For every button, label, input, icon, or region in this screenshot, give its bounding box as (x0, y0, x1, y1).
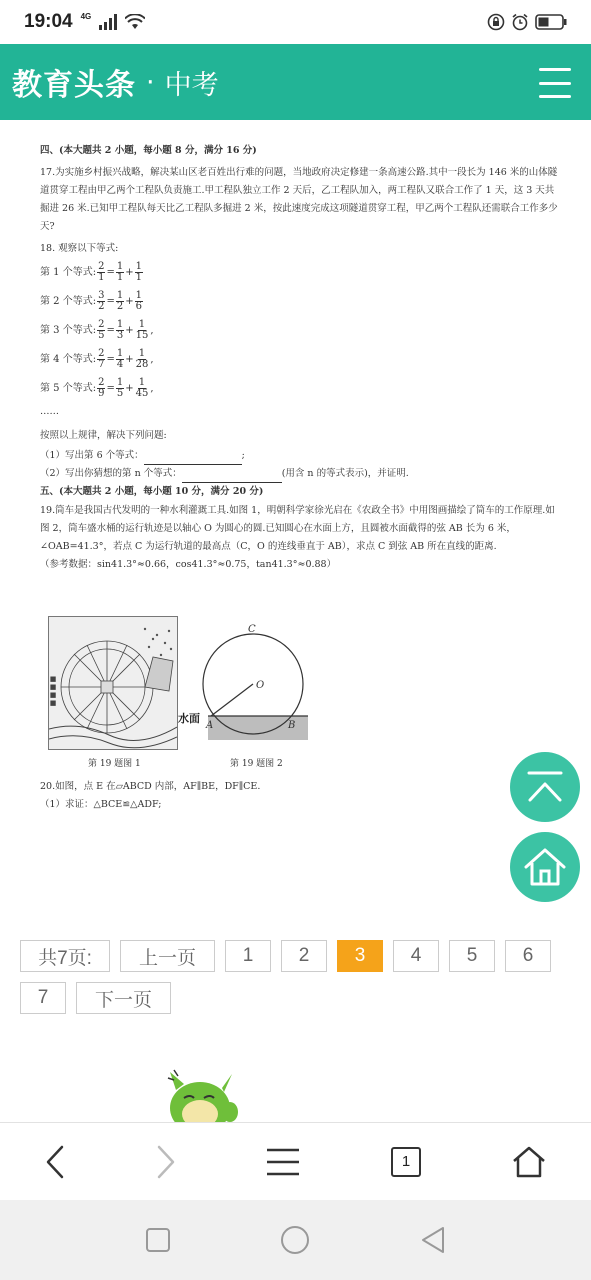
back-to-top-icon (526, 770, 564, 804)
page-button-3[interactable]: 3 (337, 940, 383, 972)
label-b: B (288, 720, 296, 731)
question-19: 19.筒车是我国古代发明的一种水利灌溉工具.如图 1，明朝科学家徐光启在《农政全书》中用图画描绘了筒车的工作原理.如图 2，筒车盛水桶的运行轨迹是以轴心 O 为圆心的圆.已知圆心在水面上方，且圆被水面截得的弦 AB 长为 6 米，∠OAB=41.3°，若点 C 为运行轨道的最高点（C，O 的连线垂直于 AB），求点 C 到弦 AB 所在直线的距离. (40, 504, 555, 552)
pagination (20, 940, 570, 1024)
figure-2-caption: 第 19 题图 2 (230, 759, 283, 769)
page-button-2[interactable]: 2 (281, 940, 327, 972)
label-c: C (248, 624, 256, 635)
answer-blank-1 (144, 455, 242, 465)
question-18-part2: （2）写出你猜想的第 n 个等式： (用含 n 的等式表示)，并证明. (40, 465, 560, 483)
label-o: O (256, 680, 265, 691)
fraction: $\frac{1}{6}$ (135, 290, 142, 313)
fraction: $\frac{1}{1}$ (116, 261, 124, 284)
equation-4: 第 4 个等式: $\frac{2}{7}$ = $\frac{1}{4}$ + $\frac{1}{28}$ , (40, 348, 154, 371)
page-button-7[interactable]: 7 (20, 982, 66, 1014)
menu-icon[interactable] (539, 68, 571, 98)
wifi-icon (125, 14, 145, 30)
status-bar (0, 0, 591, 44)
page-button-6[interactable]: 6 (505, 940, 551, 972)
brand[interactable] (12, 60, 219, 104)
equation-5: 第 5 个等式: $\frac{2}{9}$ = $\frac{1}{5}$ + $\frac{1}{45}$ , (40, 377, 154, 400)
signal-icon (99, 14, 117, 30)
question-19-figures (48, 616, 318, 774)
equation-1: 第 1 个等式: $\frac{2}{1}$ = $\frac{1}{1}$ + $\frac{1}{1}$ (40, 261, 142, 284)
svg-text:■■■■: ■■■■ (49, 675, 57, 707)
tabs-button[interactable] (391, 1147, 421, 1177)
ellipsis: …… (40, 406, 59, 418)
question-18-intro: 18. 观察以下等式: (40, 243, 119, 255)
fraction: $\frac{1}{4}$ (116, 348, 124, 371)
brand-section: 中考 (164, 69, 219, 101)
fraction: $\frac{2}{1}$ (98, 261, 105, 284)
tab-count: 1 (401, 1153, 411, 1170)
back-triangle-icon[interactable] (419, 1225, 447, 1255)
alarm-icon (511, 13, 529, 31)
fraction: $\frac{1}{28}$ (135, 348, 149, 371)
fraction: $\frac{2}{7}$ (98, 348, 105, 371)
section-4-title: 四、(本大题共 2 小题，每小题 8 分，满分 16 分) (40, 145, 257, 156)
recent-apps-icon[interactable] (145, 1227, 171, 1253)
question-20: 20.如图，点 E 在▱ABCD 内部，AF∥BE，DF∥CE. (40, 781, 261, 792)
section-5-title: 五、(本大题共 2 小题，每小题 10 分，满分 20 分) (40, 486, 264, 498)
page-button-1[interactable]: 1 (225, 940, 271, 972)
back-to-top-button[interactable] (510, 752, 580, 822)
back-icon[interactable] (45, 1145, 65, 1179)
waterwheel-illustration (48, 616, 178, 750)
battery-icon (535, 14, 567, 30)
answer-blank-2 (182, 473, 282, 483)
lock-rotation-icon (487, 13, 505, 31)
fraction: $\frac{1}{45}$ (135, 377, 149, 400)
question-17: 17.为实施乡村振兴战略，解决某山区老百姓出行难的问题，当地政府决定修建一条高速公路.其中一段长为 146 米的山体隧道贯穿工程由甲乙两个工程队负责施工.甲工程队独立工作 2 天后，乙工程队加入，两工程队又联合工作了 1 天，这 3 天共掘进 26 米.已知甲工程队每天比乙工程队多掘进 2 米，按此速度完成这项隧道贯穿工程，甲乙两个工程队还需联合工作多少天? (40, 167, 558, 233)
mascot-image (160, 1062, 242, 1122)
fraction: $\frac{3}{2}$ (98, 290, 105, 313)
browser-toolbar (0, 1122, 591, 1200)
prev-page-button[interactable]: 上一页 (120, 940, 215, 972)
fraction: $\frac{1}{15}$ (135, 319, 149, 342)
home-circle-icon[interactable] (280, 1225, 310, 1255)
next-page-button[interactable]: 下一页 (76, 982, 171, 1014)
system-nav-bar (0, 1200, 591, 1280)
equation-list (40, 258, 560, 403)
fraction: $\frac{1}{1}$ (135, 261, 142, 284)
question-18-part1: （1）写出第 6 个等式： ; (40, 447, 560, 465)
label-a: A (206, 720, 214, 731)
page-button-4[interactable]: 4 (393, 940, 439, 972)
figure-1-caption: 第 19 题图 1 (88, 759, 141, 769)
fraction: $\frac{1}{2}$ (116, 290, 124, 313)
fraction: $\frac{1}{5}$ (116, 377, 124, 400)
brand-logo: 教育头条 (12, 68, 136, 103)
circle-diagram (198, 624, 308, 750)
forward-icon[interactable] (156, 1145, 176, 1179)
home-icon (523, 847, 567, 887)
home-nav-icon[interactable] (512, 1146, 546, 1178)
question-19-reference: （参考数据：sin41.3°≈0.66，cos41.3°≈0.75，tan41.3°≈0.88） (40, 558, 337, 570)
equation-2: 第 2 个等式: $\frac{3}{2}$ = $\frac{1}{2}$ + $\frac{1}{6}$ (40, 290, 142, 313)
fraction: $\frac{2}{9}$ (98, 377, 105, 400)
status-time: 19:04 (24, 11, 73, 32)
network-type: 4G (80, 11, 92, 21)
question-18-rule: 按照以上规律，解决下列问题: (40, 430, 167, 442)
fraction: $\frac{2}{5}$ (98, 319, 105, 342)
brand-separator: · (146, 66, 155, 98)
app-header (0, 44, 591, 120)
page-count: 共7页: (20, 940, 110, 972)
fraction: $\frac{1}{3}$ (116, 319, 124, 342)
question-20-block (40, 778, 560, 822)
page-button-5[interactable]: 5 (449, 940, 495, 972)
home-button[interactable] (510, 832, 580, 902)
menu-lines-icon[interactable] (266, 1148, 300, 1176)
question-20-part1: （1）求证：△BCE≌△ADF; (40, 799, 162, 811)
water-label: 水面 (178, 712, 200, 725)
equation-3: 第 3 个等式: $\frac{2}{5}$ = $\frac{1}{3}$ + $\frac{1}{15}$ , (40, 319, 154, 342)
